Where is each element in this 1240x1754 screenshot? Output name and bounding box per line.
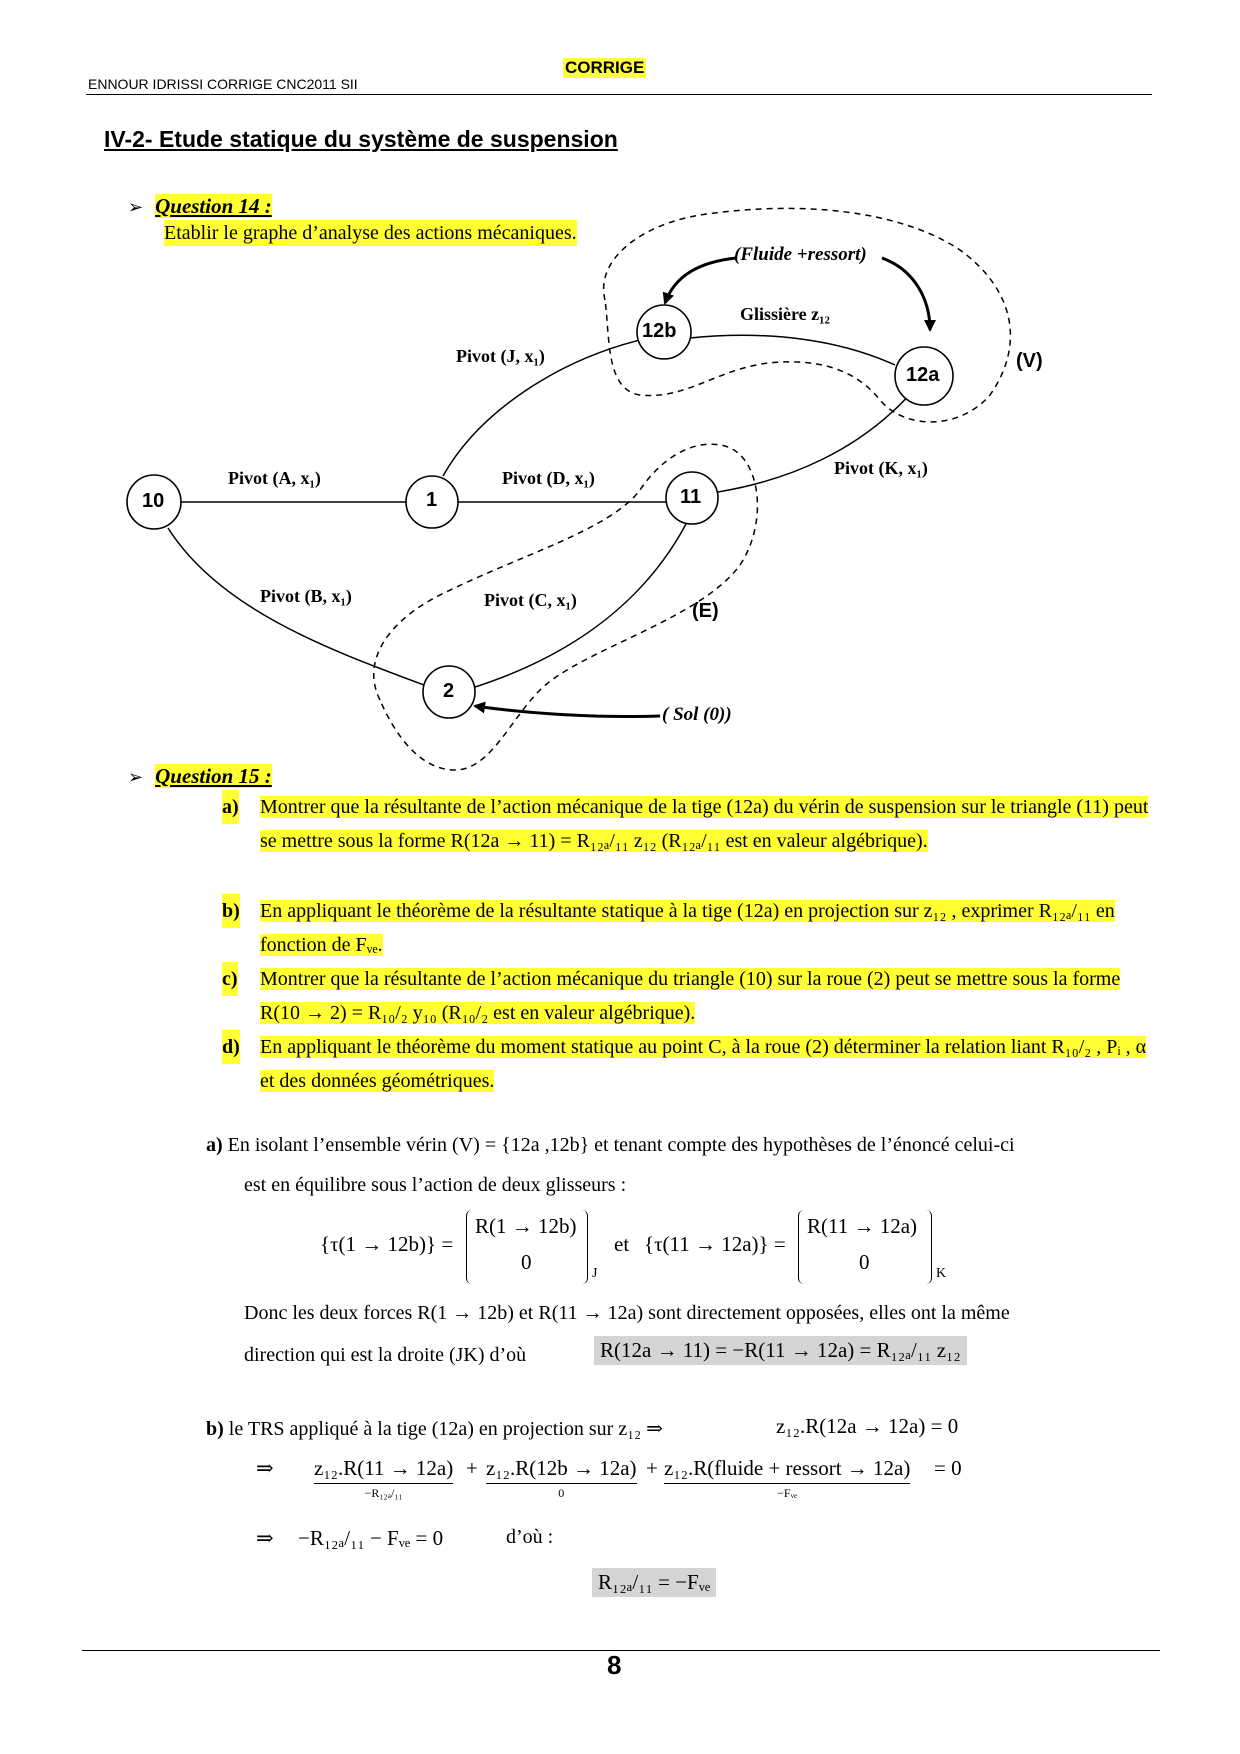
edge-glissiere [690,335,895,365]
answer-b-dou: d’où : [506,1526,554,1548]
torsor2-top: R(11 → 12a) [807,1214,918,1238]
answer-b-arrow2: ⇒ [256,1526,274,1550]
answer-a-line3: Donc les deux forces R(1 → 12b) et R(11 → 12a) sont directement opposées, elles ont la même [244,1302,1010,1324]
q15-item-d [222,1030,1152,1098]
torsor2-braces [798,1210,932,1284]
edge-label-k: Pivot (K, x₁) [834,458,928,478]
arrow-bullet-icon: ➢ [128,767,144,788]
torsor1-braces [466,1210,588,1284]
answer-a-label: a) [206,1134,223,1156]
node-1: 1 [426,489,438,511]
edge-label-a: Pivot (A, x₁) [228,468,321,488]
answer-b-term3-group [664,1456,910,1501]
arrow-fluide-12a [882,258,930,330]
answer-b-term3-under: −Fᵥₑ [777,1486,798,1500]
q15-a-label: a) [222,790,239,824]
q15-d-text: En appliquant le théorème du moment statique au point C, à la roue (2) déterminer la relation liant R₁₀/₂ , Pᵢ , α et des données géométriques. [260,1036,1147,1092]
q14-title: Question 14 : [155,194,272,218]
answer-a-line4: direction qui est la droite (JK) d’où [244,1344,527,1366]
q15-item-b [222,894,1152,962]
zone-e-label: (E) [692,600,719,622]
q15-d-label: d) [222,1030,240,1064]
torsor2-bottom: 0 [859,1250,870,1274]
action-graph [0,0,1240,790]
external-fluide-ressort: (Fluide +ressort) [734,244,867,265]
answer-b-term2-group [486,1456,637,1501]
torsor1-left: {τ(1 → 12b)} = [320,1232,454,1256]
arrow-bullet-icon: ➢ [128,197,144,218]
node-2: 2 [443,680,455,702]
answer-b-term2-under: 0 [558,1486,565,1500]
answer-b-eq3: −R₁₂ₐ/₁₁ − Fᵥₑ = 0 [298,1526,444,1550]
torsor2-point: K [936,1266,947,1281]
answer-a-text1: En isolant l’ensemble vérin (V) = {12a ,12b} et tenant compte des hypothèses de l’énoncé celui-ci [227,1134,1015,1156]
edge-label-j: Pivot (J, x₁) [456,346,545,366]
q15-item-c [222,962,1152,1030]
edge-label-c: Pivot (C, x₁) [484,590,577,610]
answer-b-term2: z₁₂.R(12b → 12a) [486,1456,637,1484]
header-left: ENNOUR IDRISSI CORRIGE CNC2011 SII [88,76,358,92]
q15-c-text: Montrer que la résultante de l’action mécanique du triangle (10) sur la roue (2) peut se mettre sous la forme R(10 → 2) = R₁₀/₂ y₁₀ (R₁₀/₂ est en valeur algébrique). [260,968,1121,1024]
q15-item-a [222,790,1152,858]
zone-v-label: (V) [1016,350,1043,372]
answer-b-eq1: z₁₂.R(12a → 12a) = 0 [776,1414,959,1438]
torsor1-top: R(1 → 12b) [475,1214,577,1238]
answer-b-eq-zero: = 0 [934,1456,962,1480]
torsor1-bottom: 0 [521,1250,532,1274]
edge-label-b: Pivot (B, x₁) [260,586,352,606]
answer-b-arrow1: ⇒ [256,1456,274,1480]
external-sol: ( Sol (0)) [662,704,732,725]
answer-b-term3: z₁₂.R(fluide + ressort → 12a) [664,1456,910,1484]
answer-b-result: R₁₂ₐ/₁₁ = −Fᵥₑ [592,1568,716,1597]
q15-heading [128,764,272,789]
q15-b-text: En appliquant le théorème de la résultante statique à la tige (12a) en projection sur z₁₂ , exprimer R₁₂ₐ/₁₁ en fonction de Fᵥₑ. [260,900,1115,956]
answer-b-plus1: + [466,1456,478,1480]
arrow-sol-2 [475,706,660,717]
answer-a-line2: est en équilibre sous l’action de deux glisseurs : [244,1174,627,1196]
q15-c-label: c) [222,962,238,996]
edge-label-d: Pivot (D, x₁) [502,468,595,488]
answer-a-line1 [206,1128,1156,1162]
node-12a: 12a [906,364,940,386]
header-corrige: CORRIGE [565,58,645,77]
edge-label-glissiere: Glissière z₁₂ [740,304,830,324]
q15-b-label: b) [222,894,240,928]
q15-a-text: Montrer que la résultante de l’action mécanique de la tige (12a) du vérin de suspension sur le triangle (11) peut se mettre sous la forme R(12a → 11) = R₁₂ₐ/₁₁ z₁₂ (R₁₂ₐ/₁₁ est en valeur algébrique). [260,796,1149,852]
answer-b-term1-group [314,1456,453,1501]
answer-b-term1-under: −R₁₂ₐ/₁₁ [364,1486,403,1500]
torsor2-left: {τ(11 → 12a)} = [644,1232,786,1256]
page-number: 8 [607,1650,622,1680]
torsor-et: et [614,1232,630,1256]
node-11: 11 [680,486,702,508]
node-12b: 12b [642,320,677,342]
section-title: IV-2- Etude statique du système de suspension [104,126,618,152]
answer-b-term1: z₁₂.R(11 → 12a) [314,1456,453,1484]
q14-text: Etablir le graphe d’analyse des actions mécaniques. [164,222,577,244]
answer-b-label: b) [206,1418,224,1440]
answer-b-plus2: + [646,1456,658,1480]
answer-b-line1 [206,1412,663,1446]
arrow-fluide-12b [665,258,736,303]
answer-b-text1: le TRS appliqué à la tige (12a) en projection sur z₁₂ ⇒ [228,1418,663,1440]
node-10: 10 [142,490,165,512]
q15-title: Question 15 : [155,764,272,788]
torsor1-point: J [592,1266,598,1281]
answer-a-result: R(12a → 11) = −R(11 → 12a) = R₁₂ₐ/₁₁ z₁₂ [594,1336,967,1365]
